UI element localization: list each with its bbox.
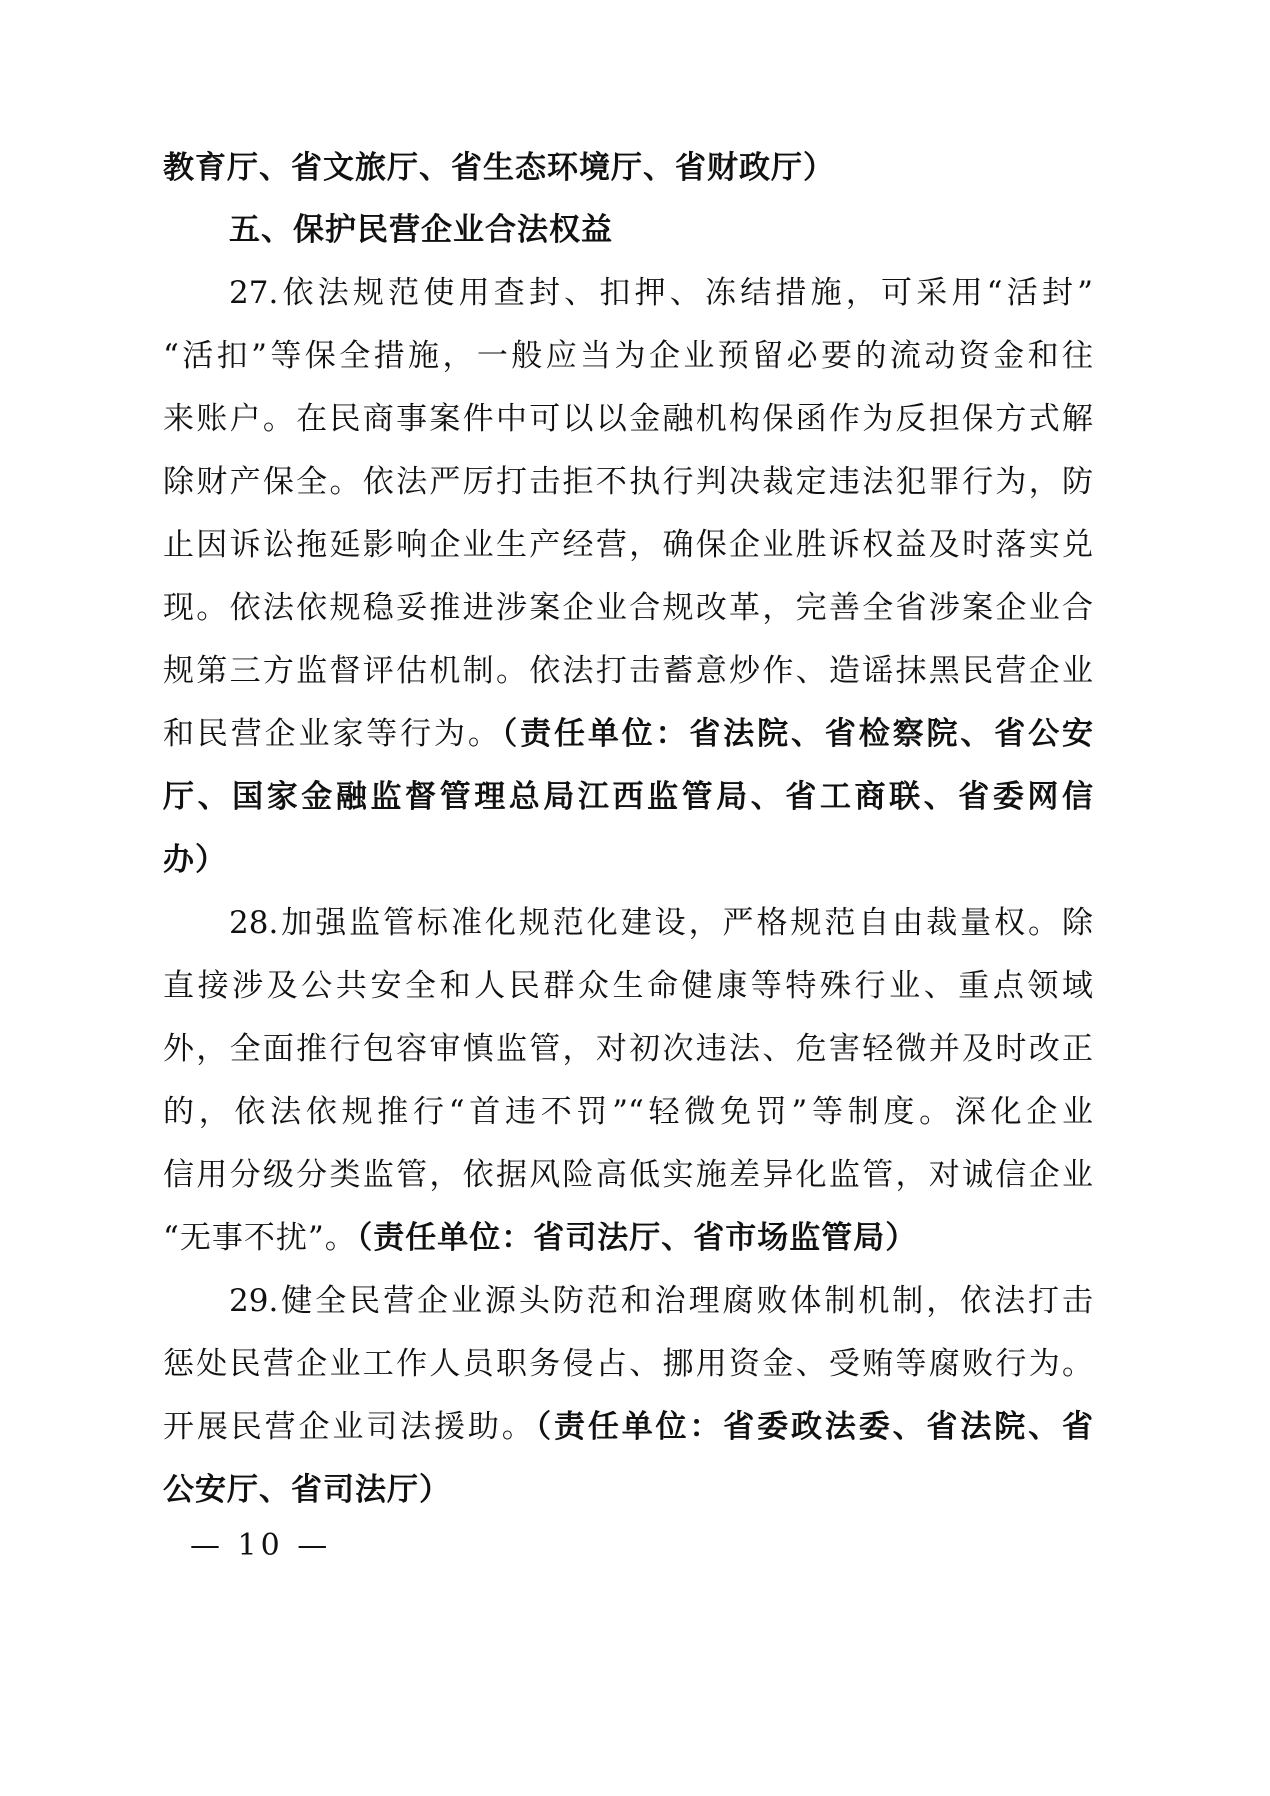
- text-run: 27.依法规范使用查封、扣押、冻结措施，可采用“活封”: [229, 275, 1093, 311]
- text-line: [163, 588, 1093, 628]
- text-line: [163, 1344, 1093, 1384]
- text-run: “活扣”等保全措施，一般应当为企业预留必要的流动资金和往: [163, 338, 1093, 374]
- text-run: 来账户。在民商事案件中可以以金融机构保函作为反担保方式解: [163, 401, 1093, 437]
- bold-text-run: 五、保护民营企业合法权益: [229, 212, 613, 248]
- text-line: [163, 714, 1093, 754]
- text-run: 规第三方监督评估机制。依法打击蓄意炒作、造谣抹黑民营企业: [163, 653, 1093, 689]
- text-run: 开展民营企业司法援助。: [163, 1409, 536, 1445]
- text-run: 29.健全民营企业源头防范和治理腐败体制机制，依法打击: [229, 1283, 1093, 1319]
- text-line: [163, 1407, 1093, 1447]
- text-line: [229, 273, 1093, 313]
- bold-text-run: 公安厅、省司法厅）: [163, 1472, 451, 1508]
- text-run: 的，依法依规推行“首违不罚”“轻微免罚”等制度。深化企业: [163, 1094, 1093, 1130]
- bold-text-run: （责任单位：省法院、省检察院、省公安: [501, 716, 1093, 752]
- text-run: 直接涉及公共安全和人民群众生命健康等特殊行业、重点领域: [163, 968, 1093, 1004]
- text-line: [163, 1155, 1093, 1195]
- text-run: 信用分级分类监管，依据风险高低实施差异化监管，对诚信企业: [163, 1157, 1093, 1193]
- bold-text-run: 办）: [163, 842, 227, 878]
- text-line: [163, 777, 1093, 817]
- text-line: [163, 1218, 1093, 1258]
- text-line: [229, 903, 1093, 943]
- bold-text-run: （责任单位：省委政法委、省法院、省: [535, 1409, 1094, 1445]
- text-run: 外，全面推行包容审慎监管，对初次违法、危害轻微并及时改正: [163, 1031, 1093, 1067]
- text-line: [163, 336, 1093, 376]
- text-run: 除财产保全。依法严厉打击拒不执行判决裁定违法犯罪行为，防: [163, 464, 1093, 500]
- text-run: 28.加强监管标准化规范化建设，严格规范自由裁量权。除: [229, 905, 1093, 941]
- text-line: [229, 1281, 1093, 1321]
- text-run: 和民营企业家等行为。: [163, 716, 502, 752]
- bold-text-run: （责任单位：省司法厅、省市场监管局）: [356, 1220, 918, 1256]
- text-line: [163, 1029, 1093, 1069]
- text-line: [163, 1092, 1093, 1132]
- bold-text-run: 厅、国家金融监督管理总局江西监管局、省工商联、省委网信: [163, 779, 1093, 815]
- page-number: — 10 —: [190, 1528, 332, 1563]
- text-line: [163, 148, 1093, 188]
- text-line: [163, 1470, 1093, 1510]
- bold-text-run: 教育厅、省文旅厅、省生态环境厅、省财政厅）: [163, 150, 835, 186]
- text-line: [229, 210, 1093, 250]
- text-run: “无事不扰”。: [163, 1220, 357, 1256]
- text-run: 现。依法依规稳妥推进涉案企业合规改革，完善全省涉案企业合: [163, 590, 1093, 626]
- text-run: 止因诉讼拖延影响企业生产经营，确保企业胜诉权益及时落实兑: [163, 527, 1093, 563]
- text-line: [163, 840, 1093, 880]
- text-line: [163, 525, 1093, 565]
- text-line: [163, 399, 1093, 439]
- text-line: [163, 651, 1093, 691]
- text-run: 惩处民营企业工作人员职务侵占、挪用资金、受贿等腐败行为。: [163, 1346, 1093, 1382]
- text-line: [163, 966, 1093, 1006]
- text-line: [163, 462, 1093, 502]
